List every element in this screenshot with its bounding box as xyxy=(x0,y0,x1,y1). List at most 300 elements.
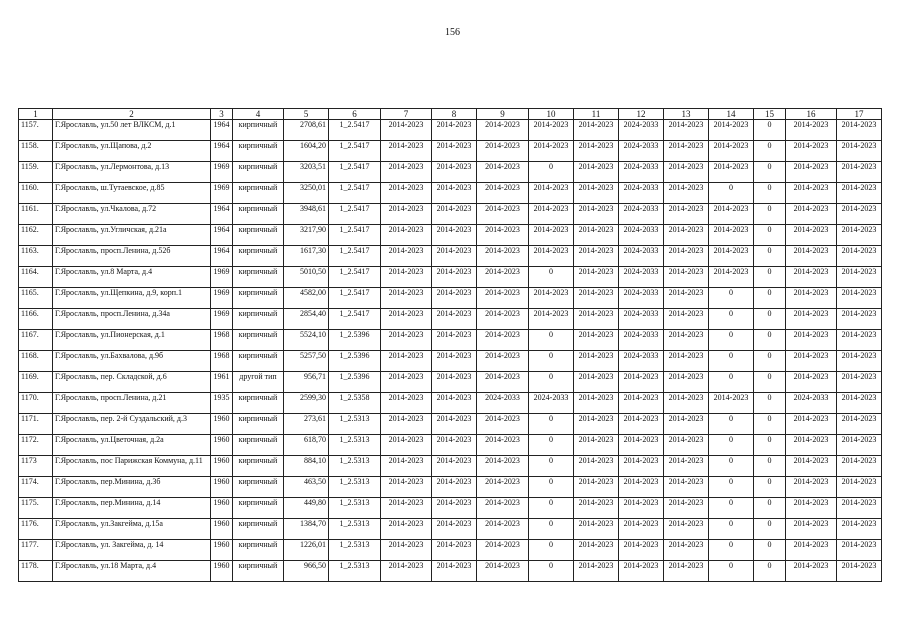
cell-period-11: 2014-2023 xyxy=(574,309,619,330)
cell-period-16: 2014-2023 xyxy=(786,162,837,183)
cell-period-16: 2014-2023 xyxy=(786,477,837,498)
cell-build-year: 1964 xyxy=(211,246,233,267)
column-header-6: 6 xyxy=(329,109,381,120)
cell-period-8: 2014-2023 xyxy=(432,372,477,393)
cell-code: 1_2.5313 xyxy=(329,435,381,456)
cell-period-17: 2014-2023 xyxy=(837,351,882,372)
cell-period-11: 2014-2023 xyxy=(574,141,619,162)
cell-period-13: 2014-2023 xyxy=(664,477,709,498)
cell-wall-material: кирпичный xyxy=(233,414,284,435)
cell-build-year: 1968 xyxy=(211,351,233,372)
cell-period-8: 2014-2023 xyxy=(432,309,477,330)
cell-period-14: 2014-2023 xyxy=(709,141,754,162)
cell-period-14: 0 xyxy=(709,561,754,582)
cell-period-7: 2014-2023 xyxy=(381,141,432,162)
cell-code: 1_2.5417 xyxy=(329,246,381,267)
cell-period-8: 2014-2023 xyxy=(432,162,477,183)
cell-period-16: 2014-2023 xyxy=(786,351,837,372)
cell-address: Г.Ярославль, ш.Тутаевское, д.85 xyxy=(53,183,211,204)
cell-period-16: 2014-2023 xyxy=(786,540,837,561)
cell-address: Г.Ярославль, ул.18 Марта, д.4 xyxy=(53,561,211,582)
cell-period-7: 2014-2023 xyxy=(381,288,432,309)
cell-period-11: 2014-2023 xyxy=(574,498,619,519)
cell-address: Г.Ярославль, ул.Бахвалова, д.9б xyxy=(53,351,211,372)
cell-period-16: 2014-2023 xyxy=(786,309,837,330)
table-row xyxy=(19,162,882,183)
cell-period-13: 2014-2023 xyxy=(664,309,709,330)
header-row xyxy=(19,109,882,120)
cell-period-7: 2014-2023 xyxy=(381,183,432,204)
cell-build-year: 1968 xyxy=(211,330,233,351)
cell-wall-material: кирпичный xyxy=(233,351,284,372)
cell-code: 1_2.5313 xyxy=(329,519,381,540)
cell-period-14: 0 xyxy=(709,477,754,498)
cell-wall-material: кирпичный xyxy=(233,288,284,309)
cell-period-8: 2014-2023 xyxy=(432,204,477,225)
cell-period-7: 2014-2023 xyxy=(381,498,432,519)
cell-period-10: 0 xyxy=(529,498,574,519)
cell-period-8: 2014-2023 xyxy=(432,120,477,141)
cell-period-17: 2014-2023 xyxy=(837,141,882,162)
cell-period-17: 2014-2023 xyxy=(837,477,882,498)
cell-period-10: 2024-2033 xyxy=(529,393,574,414)
cell-period-12: 2024-2033 xyxy=(619,267,664,288)
cell-period-13: 2014-2023 xyxy=(664,393,709,414)
cell-code: 1_2.5417 xyxy=(329,183,381,204)
cell-period-7: 2014-2023 xyxy=(381,477,432,498)
cell-period-14: 2014-2023 xyxy=(709,393,754,414)
cell-period-8: 2014-2023 xyxy=(432,414,477,435)
table-row xyxy=(19,183,882,204)
cell-area: 1604,20 xyxy=(284,141,329,162)
cell-build-year: 1964 xyxy=(211,120,233,141)
cell-period-13: 2014-2023 xyxy=(664,372,709,393)
cell-period-16: 2014-2023 xyxy=(786,498,837,519)
cell-period-7: 2014-2023 xyxy=(381,435,432,456)
table-row xyxy=(19,141,882,162)
cell-period-11: 2014-2023 xyxy=(574,477,619,498)
cell-address: Г.Ярославль, ул.Закгейма, д.15а xyxy=(53,519,211,540)
cell-row-number: 1175. xyxy=(19,498,53,519)
cell-period-8: 2014-2023 xyxy=(432,519,477,540)
cell-period-8: 2014-2023 xyxy=(432,540,477,561)
cell-period-7: 2014-2023 xyxy=(381,456,432,477)
cell-period-9: 2014-2023 xyxy=(477,246,529,267)
cell-address: Г.Ярославль, пос Парижская Коммуна, д.11 xyxy=(53,456,211,477)
cell-period-17: 2014-2023 xyxy=(837,183,882,204)
table-row xyxy=(19,288,882,309)
cell-period-11: 2014-2023 xyxy=(574,183,619,204)
cell-period-16: 2014-2023 xyxy=(786,372,837,393)
cell-period-13: 2014-2023 xyxy=(664,246,709,267)
cell-period-15: 0 xyxy=(754,351,786,372)
cell-period-15: 0 xyxy=(754,162,786,183)
cell-address: Г.Ярославль, ул.Чкалова, д.72 xyxy=(53,204,211,225)
cell-period-10: 2014-2023 xyxy=(529,225,574,246)
cell-code: 1_2.5417 xyxy=(329,225,381,246)
cell-address: Г.Ярославль, ул.Лермонтова, д.13 xyxy=(53,162,211,183)
cell-build-year: 1969 xyxy=(211,267,233,288)
cell-period-16: 2014-2023 xyxy=(786,288,837,309)
cell-period-10: 0 xyxy=(529,456,574,477)
cell-build-year: 1960 xyxy=(211,477,233,498)
table-row xyxy=(19,477,882,498)
cell-period-12: 2024-2033 xyxy=(619,351,664,372)
cell-address: Г.Ярославль, пер.Минина, д.14 xyxy=(53,498,211,519)
cell-code: 1_2.5417 xyxy=(329,120,381,141)
cell-address: Г.Ярославль, ул.8 Марта, д.4 xyxy=(53,267,211,288)
cell-period-16: 2014-2023 xyxy=(786,414,837,435)
cell-period-10: 0 xyxy=(529,162,574,183)
cell-wall-material: кирпичный xyxy=(233,309,284,330)
cell-period-8: 2014-2023 xyxy=(432,267,477,288)
cell-period-17: 2014-2023 xyxy=(837,393,882,414)
cell-period-16: 2014-2023 xyxy=(786,435,837,456)
cell-period-15: 0 xyxy=(754,498,786,519)
cell-row-number: 1163. xyxy=(19,246,53,267)
cell-period-7: 2014-2023 xyxy=(381,267,432,288)
cell-period-10: 2014-2023 xyxy=(529,309,574,330)
cell-period-8: 2014-2023 xyxy=(432,183,477,204)
cell-period-15: 0 xyxy=(754,519,786,540)
table-row xyxy=(19,372,882,393)
column-header-14: 14 xyxy=(709,109,754,120)
cell-period-11: 2014-2023 xyxy=(574,414,619,435)
cell-row-number: 1157. xyxy=(19,120,53,141)
cell-period-15: 0 xyxy=(754,183,786,204)
cell-period-12: 2014-2023 xyxy=(619,519,664,540)
cell-period-8: 2014-2023 xyxy=(432,435,477,456)
cell-address: Г.Ярославль, ул. Закгейма, д. 14 xyxy=(53,540,211,561)
cell-wall-material: кирпичный xyxy=(233,120,284,141)
cell-period-14: 0 xyxy=(709,414,754,435)
cell-row-number: 1168. xyxy=(19,351,53,372)
cell-period-14: 0 xyxy=(709,456,754,477)
cell-period-9: 2014-2023 xyxy=(477,309,529,330)
cell-period-14: 2014-2023 xyxy=(709,120,754,141)
cell-area: 966,50 xyxy=(284,561,329,582)
cell-period-9: 2014-2023 xyxy=(477,267,529,288)
cell-period-17: 2014-2023 xyxy=(837,225,882,246)
table-row xyxy=(19,435,882,456)
cell-period-8: 2014-2023 xyxy=(432,141,477,162)
cell-period-15: 0 xyxy=(754,456,786,477)
cell-code: 1_2.5313 xyxy=(329,456,381,477)
cell-period-13: 2014-2023 xyxy=(664,288,709,309)
cell-period-11: 2014-2023 xyxy=(574,351,619,372)
column-header-7: 7 xyxy=(381,109,432,120)
cell-code: 1_2.5417 xyxy=(329,162,381,183)
cell-period-14: 2014-2023 xyxy=(709,204,754,225)
cell-period-15: 0 xyxy=(754,204,786,225)
cell-period-16: 2014-2023 xyxy=(786,183,837,204)
cell-period-12: 2014-2023 xyxy=(619,456,664,477)
column-header-12: 12 xyxy=(619,109,664,120)
cell-period-7: 2014-2023 xyxy=(381,246,432,267)
cell-wall-material: кирпичный xyxy=(233,477,284,498)
cell-address: Г.Ярославль, просп.Ленина, д.21 xyxy=(53,393,211,414)
cell-period-15: 0 xyxy=(754,540,786,561)
cell-period-11: 2014-2023 xyxy=(574,267,619,288)
cell-area: 618,70 xyxy=(284,435,329,456)
cell-period-16: 2014-2023 xyxy=(786,519,837,540)
cell-wall-material: кирпичный xyxy=(233,183,284,204)
column-header-1: 1 xyxy=(19,109,53,120)
cell-period-12: 2014-2023 xyxy=(619,435,664,456)
cell-period-11: 2014-2023 xyxy=(574,372,619,393)
cell-wall-material: другой тип xyxy=(233,372,284,393)
cell-area: 1226,01 xyxy=(284,540,329,561)
cell-period-17: 2014-2023 xyxy=(837,246,882,267)
cell-period-12: 2024-2033 xyxy=(619,204,664,225)
cell-period-7: 2014-2023 xyxy=(381,330,432,351)
cell-wall-material: кирпичный xyxy=(233,393,284,414)
cell-period-17: 2014-2023 xyxy=(837,162,882,183)
cell-period-9: 2014-2023 xyxy=(477,183,529,204)
page-number: 156 xyxy=(445,27,460,38)
cell-row-number: 1164. xyxy=(19,267,53,288)
cell-period-12: 2014-2023 xyxy=(619,414,664,435)
cell-period-7: 2014-2023 xyxy=(381,519,432,540)
cell-period-10: 0 xyxy=(529,330,574,351)
cell-period-11: 2014-2023 xyxy=(574,288,619,309)
cell-period-15: 0 xyxy=(754,393,786,414)
cell-period-14: 2014-2023 xyxy=(709,162,754,183)
cell-period-15: 0 xyxy=(754,225,786,246)
cell-row-number: 1173 xyxy=(19,456,53,477)
cell-period-13: 2014-2023 xyxy=(664,204,709,225)
cell-period-12: 2024-2033 xyxy=(619,309,664,330)
cell-build-year: 1964 xyxy=(211,225,233,246)
cell-period-15: 0 xyxy=(754,330,786,351)
cell-period-11: 2014-2023 xyxy=(574,246,619,267)
cell-period-14: 0 xyxy=(709,498,754,519)
cell-row-number: 1174. xyxy=(19,477,53,498)
cell-row-number: 1159. xyxy=(19,162,53,183)
table-body xyxy=(19,120,882,582)
cell-build-year: 1960 xyxy=(211,456,233,477)
cell-area: 449,80 xyxy=(284,498,329,519)
cell-period-10: 2014-2023 xyxy=(529,288,574,309)
cell-wall-material: кирпичный xyxy=(233,204,284,225)
cell-period-10: 0 xyxy=(529,477,574,498)
cell-period-9: 2014-2023 xyxy=(477,330,529,351)
cell-row-number: 1162. xyxy=(19,225,53,246)
cell-period-9: 2014-2023 xyxy=(477,204,529,225)
column-header-8: 8 xyxy=(432,109,477,120)
column-header-4: 4 xyxy=(233,109,284,120)
cell-build-year: 1960 xyxy=(211,519,233,540)
cell-period-8: 2014-2023 xyxy=(432,246,477,267)
cell-period-12: 2024-2033 xyxy=(619,330,664,351)
cell-period-12: 2014-2023 xyxy=(619,540,664,561)
cell-code: 1_2.5313 xyxy=(329,561,381,582)
table-row xyxy=(19,204,882,225)
cell-area: 2708,61 xyxy=(284,120,329,141)
column-header-16: 16 xyxy=(786,109,837,120)
cell-period-9: 2014-2023 xyxy=(477,372,529,393)
cell-address: Г.Ярославль, просп.Ленина, д.34а xyxy=(53,309,211,330)
cell-period-13: 2014-2023 xyxy=(664,330,709,351)
cell-period-13: 2014-2023 xyxy=(664,267,709,288)
cell-period-10: 2014-2023 xyxy=(529,204,574,225)
cell-period-8: 2014-2023 xyxy=(432,477,477,498)
cell-period-15: 0 xyxy=(754,120,786,141)
cell-period-10: 0 xyxy=(529,372,574,393)
column-header-3: 3 xyxy=(211,109,233,120)
cell-period-10: 0 xyxy=(529,414,574,435)
cell-address: Г.Ярославль, пер. 2-й Суздальский, д.3 xyxy=(53,414,211,435)
cell-area: 956,71 xyxy=(284,372,329,393)
cell-row-number: 1158. xyxy=(19,141,53,162)
cell-period-12: 2014-2023 xyxy=(619,498,664,519)
cell-period-12: 2024-2033 xyxy=(619,288,664,309)
cell-row-number: 1177. xyxy=(19,540,53,561)
cell-row-number: 1161. xyxy=(19,204,53,225)
cell-period-7: 2014-2023 xyxy=(381,372,432,393)
cell-period-11: 2014-2023 xyxy=(574,120,619,141)
cell-period-11: 2014-2023 xyxy=(574,330,619,351)
cell-address: Г.Ярославль, пер. Складской, д.6 xyxy=(53,372,211,393)
cell-period-14: 2014-2023 xyxy=(709,267,754,288)
cell-wall-material: кирпичный xyxy=(233,435,284,456)
cell-wall-material: кирпичный xyxy=(233,330,284,351)
cell-area: 463,50 xyxy=(284,477,329,498)
cell-code: 1_2.5396 xyxy=(329,351,381,372)
cell-period-14: 0 xyxy=(709,519,754,540)
cell-period-17: 2014-2023 xyxy=(837,372,882,393)
cell-build-year: 1960 xyxy=(211,561,233,582)
cell-build-year: 1961 xyxy=(211,372,233,393)
cell-period-13: 2014-2023 xyxy=(664,120,709,141)
table-row xyxy=(19,330,882,351)
cell-period-15: 0 xyxy=(754,267,786,288)
cell-period-10: 0 xyxy=(529,351,574,372)
cell-period-13: 2014-2023 xyxy=(664,456,709,477)
cell-period-14: 0 xyxy=(709,540,754,561)
cell-period-8: 2014-2023 xyxy=(432,351,477,372)
table-row xyxy=(19,225,882,246)
cell-row-number: 1166. xyxy=(19,309,53,330)
cell-period-14: 2014-2023 xyxy=(709,225,754,246)
cell-period-10: 0 xyxy=(529,267,574,288)
cell-build-year: 1969 xyxy=(211,309,233,330)
cell-period-15: 0 xyxy=(754,435,786,456)
cell-period-9: 2014-2023 xyxy=(477,225,529,246)
cell-address: Г.Ярославль, ул.Цветочная, д.2а xyxy=(53,435,211,456)
cell-area: 3250,01 xyxy=(284,183,329,204)
cell-code: 1_2.5313 xyxy=(329,414,381,435)
cell-row-number: 1167. xyxy=(19,330,53,351)
cell-period-17: 2014-2023 xyxy=(837,561,882,582)
cell-period-13: 2014-2023 xyxy=(664,183,709,204)
cell-period-17: 2014-2023 xyxy=(837,456,882,477)
cell-row-number: 1160. xyxy=(19,183,53,204)
cell-row-number: 1171. xyxy=(19,414,53,435)
cell-period-15: 0 xyxy=(754,309,786,330)
cell-period-14: 0 xyxy=(709,309,754,330)
cell-area: 2854,40 xyxy=(284,309,329,330)
cell-period-12: 2024-2033 xyxy=(619,183,664,204)
cell-period-8: 2014-2023 xyxy=(432,330,477,351)
cell-area: 4582,00 xyxy=(284,288,329,309)
cell-area: 2599,30 xyxy=(284,393,329,414)
cell-period-11: 2014-2023 xyxy=(574,519,619,540)
cell-period-17: 2014-2023 xyxy=(837,435,882,456)
cell-period-9: 2014-2023 xyxy=(477,498,529,519)
cell-period-9: 2014-2023 xyxy=(477,351,529,372)
cell-period-9: 2014-2023 xyxy=(477,141,529,162)
cell-code: 1_2.5358 xyxy=(329,393,381,414)
table-row xyxy=(19,498,882,519)
cell-period-12: 2024-2033 xyxy=(619,246,664,267)
cell-period-13: 2014-2023 xyxy=(664,435,709,456)
cell-row-number: 1170. xyxy=(19,393,53,414)
cell-period-15: 0 xyxy=(754,477,786,498)
cell-period-7: 2014-2023 xyxy=(381,561,432,582)
cell-period-11: 2014-2023 xyxy=(574,393,619,414)
cell-area: 1384,70 xyxy=(284,519,329,540)
cell-period-15: 0 xyxy=(754,414,786,435)
cell-build-year: 1969 xyxy=(211,183,233,204)
cell-period-11: 2014-2023 xyxy=(574,561,619,582)
cell-code: 1_2.5396 xyxy=(329,372,381,393)
cell-code: 1_2.5417 xyxy=(329,267,381,288)
cell-build-year: 1969 xyxy=(211,162,233,183)
table-row xyxy=(19,519,882,540)
column-header-11: 11 xyxy=(574,109,619,120)
cell-period-17: 2014-2023 xyxy=(837,540,882,561)
cell-period-15: 0 xyxy=(754,246,786,267)
cell-period-11: 2014-2023 xyxy=(574,435,619,456)
cell-period-11: 2014-2023 xyxy=(574,456,619,477)
cell-period-13: 2014-2023 xyxy=(664,414,709,435)
column-header-17: 17 xyxy=(837,109,882,120)
cell-period-17: 2014-2023 xyxy=(837,120,882,141)
cell-period-16: 2014-2023 xyxy=(786,246,837,267)
cell-period-14: 0 xyxy=(709,288,754,309)
cell-build-year: 1960 xyxy=(211,540,233,561)
cell-code: 1_2.5417 xyxy=(329,141,381,162)
cell-period-13: 2014-2023 xyxy=(664,225,709,246)
cell-area: 5257,50 xyxy=(284,351,329,372)
cell-period-9: 2014-2023 xyxy=(477,540,529,561)
cell-build-year: 1935 xyxy=(211,393,233,414)
cell-period-17: 2014-2023 xyxy=(837,309,882,330)
cell-period-12: 2024-2033 xyxy=(619,120,664,141)
cell-row-number: 1169. xyxy=(19,372,53,393)
cell-period-7: 2014-2023 xyxy=(381,414,432,435)
cell-period-13: 2014-2023 xyxy=(664,141,709,162)
cell-period-16: 2024-2033 xyxy=(786,393,837,414)
cell-period-8: 2014-2023 xyxy=(432,498,477,519)
table-row xyxy=(19,309,882,330)
cell-period-9: 2014-2023 xyxy=(477,456,529,477)
cell-period-7: 2014-2023 xyxy=(381,351,432,372)
cell-build-year: 1960 xyxy=(211,414,233,435)
cell-period-13: 2014-2023 xyxy=(664,519,709,540)
cell-period-10: 2014-2023 xyxy=(529,120,574,141)
cell-address: Г.Ярославль, ул.Угличская, д.21а xyxy=(53,225,211,246)
cell-period-10: 2014-2023 xyxy=(529,246,574,267)
cell-period-15: 0 xyxy=(754,561,786,582)
table-row xyxy=(19,120,882,141)
table-row xyxy=(19,393,882,414)
cell-code: 1_2.5417 xyxy=(329,288,381,309)
cell-row-number: 1178. xyxy=(19,561,53,582)
column-header-15: 15 xyxy=(754,109,786,120)
cell-period-10: 2014-2023 xyxy=(529,183,574,204)
